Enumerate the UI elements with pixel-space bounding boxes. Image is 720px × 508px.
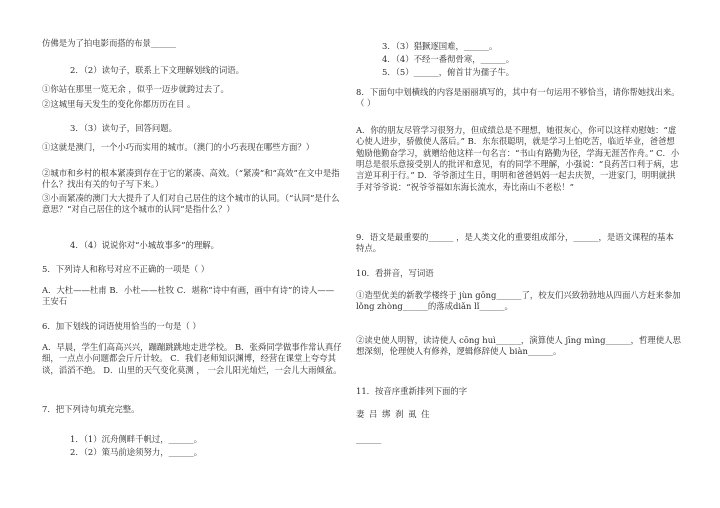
q11-answer-blank: ______ [356,434,382,444]
q1-continuation: 仿佛是为了拍电影而搭的布景______ [42,38,176,48]
q9-text: 9．语文是最重要的______ ，是人类文化的重要组成部分，______，是语文课程的基本特点。 [356,232,674,254]
q7-item-5: 5．（5）______，俯首甘为孺子牛。 [382,67,515,77]
q3-heading: 3．（3）读句子，回答问题。 [70,123,177,133]
q10-sentence-2: ②读史使人明智，读诗使人 cōng huì______，演算使人 jīng mìng______，哲理使人思想深刻，伦理使人有修养，逻辑修辞使人 biàn______。 [356,335,681,357]
q6-heading: 6．加下划线的词语使用恰当的一句是（ ） [42,321,201,331]
q7-item-4: 4．（4）不经一番彻骨寒，______。 [382,54,515,64]
q3-item-2: ②城市和乡村的根本紧凑到存在于它的紧凑、高效。（“紧凑”和“高效”在文中是指什么？找出有关的句子写下来。） [42,168,340,190]
q10-heading: 10．看拼音，写词语 [356,268,434,278]
q11-heading: 11．按音序重新排列下面的字 [356,386,468,396]
q8-heading: 8．下面句中划横线的内容是丽丽填写的，其中有一句运用不够恰当，请你帮她找出来。（ ） [356,87,680,109]
q5-options: A．大杜——杜甫 B．小杜——杜牧 C．堪称“诗中有画，画中有诗”的诗人——王安石 [42,285,335,307]
q5-heading: 5．下列诗人和称号对应不正确的一项是（ ） [42,264,210,274]
q3-item-1: ①这就是澳门，一个小巧而实用的城市。（澳门的小巧表现在哪些方面？） [42,142,315,152]
q4-heading: 4．（4）说说你对“小城故事多”的理解。 [70,240,220,250]
q6-options: A．早晨，学生们高高兴兴，蹦蹦跳跳地走进学校。 B．张舜同学做事作常认真仔细，一点点小问题都会斤斤计较。 C．我们老师知识渊博，经营在课堂上夸夸其谈，滔滔不绝。 D．山里的天气变化莫测 ， 一会儿阳光灿烂，一会儿大雨倾盆。 [42,342,342,375]
q2-heading: 2．（2）读句子，联系上下文理解划线的词语。 [70,65,244,75]
q7-heading: 7．把下列诗句填充完整。 [42,404,140,414]
q3-item-3: ③小而紧凑的澳门大大提升了人们对自己居住的这个城市的认同。（“认同”是什么意思？“对自己居住的这个城市的认同”是指什么？） [42,193,340,215]
q10-sentence-1: ①造型优美的新教学楼终于 jùn gōng______了，校友们兴致勃勃地从四面八方赶来参加lǒng zhòng______的落成diǎn lǐ______。 [356,290,681,312]
q2-sentence-2: ②这城里每天发生的变化你都历历在目 。 [42,99,196,109]
q2-sentence-1: ①你站在那里一览无余 ，似乎一迈步就跨过去了。 [42,84,229,94]
q7-item-1: 1．（1）沉舟侧畔千帆过，______。 [70,434,203,444]
q7-item-3: 3．（3）猖獗逐国难，______。 [382,41,498,51]
q8-options: A．你的朋友尽管学习很努力，但成绩总是不理想，她很灰心，你可以这样劝慰她：“虚心使人进步，骄傲使人落后。” B．东东很聪明，就是学习上怕吃苦，临近毕业，爸爸想勉励他勤奋学习，就赠给他这样一句名言：“书山有路勤为径，学海无涯苦作舟。” C．小明总是很乐意接受别人的批评和意见，有的同学不理解，小强说：“良药苦口利于病，忠言逆耳利于行。” D．爷爷浙过生日，明明和爸爸妈妈一起去庆贺，一进家门，明明就拱手对爷爷说：“祝爷爷福如东海长流水，寿比南山不老松！” [356,125,680,192]
q7-item-2: 2．（2）策马前途须努力，______。 [70,447,203,457]
q11-characters: 妻 吕 绑 刹 虱 住 [356,409,431,419]
